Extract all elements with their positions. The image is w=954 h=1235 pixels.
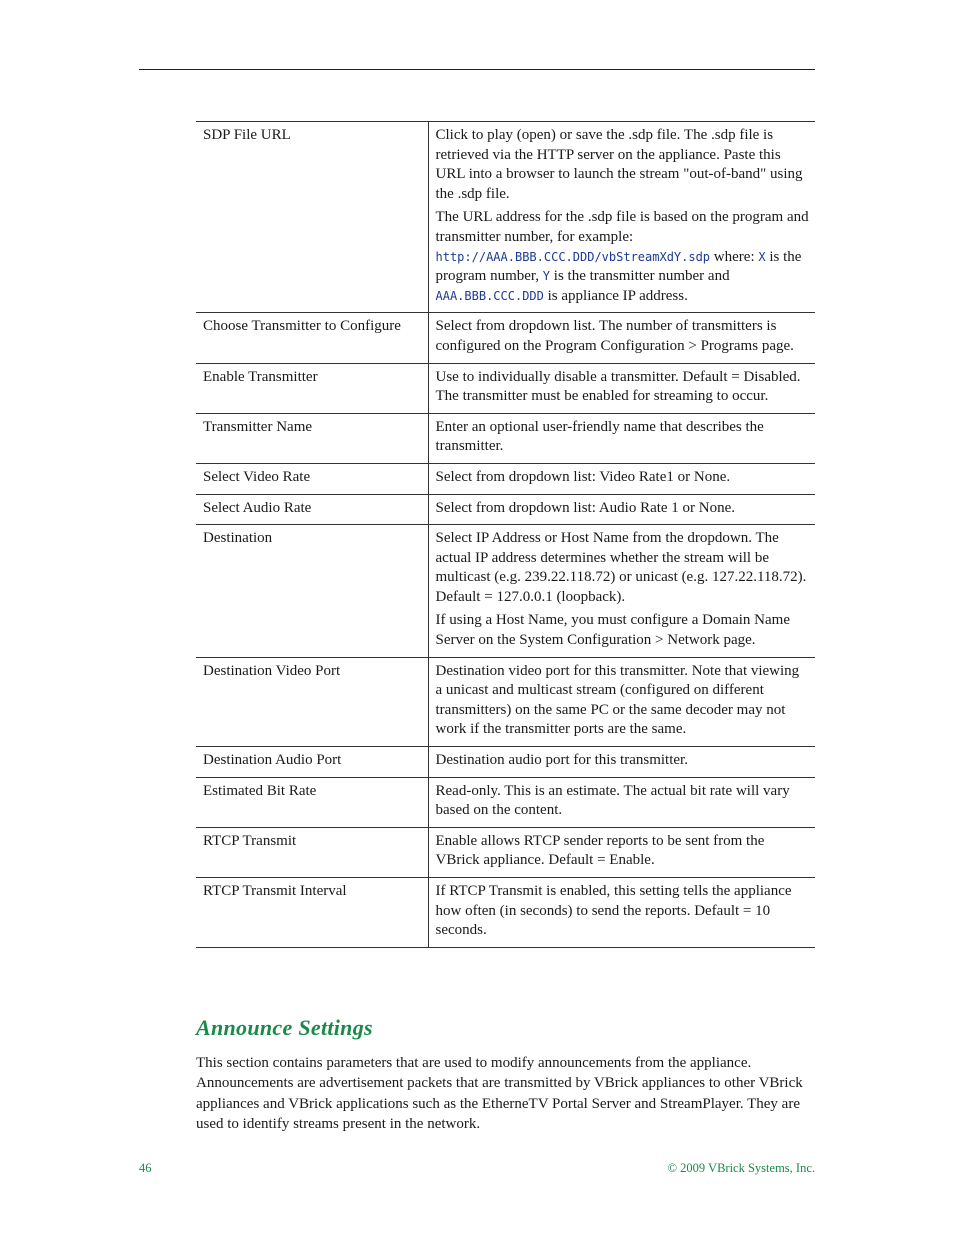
description-paragraph: If using a Host Name, you must configure a Domain Name Server on the System Configuration > Network page. (435, 612, 790, 649)
section-heading: Announce Settings (196, 1015, 373, 1040)
param-description: Use to individually disable a transmitter. Default = Disabled. The transmitter must be enabled for streaming to occur. (428, 363, 815, 413)
param-name: Select Video Rate (196, 463, 428, 494)
param-description (428, 122, 815, 313)
code-y: Y (542, 269, 551, 284)
table-row (196, 657, 815, 746)
param-name: Destination Audio Port (196, 747, 428, 778)
param-description (428, 525, 815, 658)
param-name: Transmitter Name (196, 413, 428, 463)
param-name: Enable Transmitter (196, 363, 428, 413)
section-body-text: This section contains parameters that are used to modify announcements from the appliance. Announcements are advertisement packets that are transmitted by VBrick appliances to other VBrick appliances and VBrick applications such as the EtherneTV Portal Server and StreamPlayer. They are used to identify streams present in the network. (196, 1055, 803, 1133)
param-name: Destination Video Port (196, 657, 428, 746)
table-row (196, 747, 815, 778)
table-row (196, 777, 815, 827)
param-name: Choose Transmitter to Configure (196, 313, 428, 363)
header-rule (139, 69, 815, 70)
table-row (196, 313, 815, 363)
table-row (196, 494, 815, 525)
param-name: SDP File URL (196, 122, 428, 313)
table-row (196, 463, 815, 494)
table-row (196, 363, 815, 413)
param-description: Read-only. This is an estimate. The actual bit rate will vary based on the content. (428, 777, 815, 827)
table-row (196, 525, 815, 658)
param-name: Destination (196, 525, 428, 658)
table-row (196, 827, 815, 877)
param-description: Destination video port for this transmitter. Note that viewing a unicast and multicast stream (configured on different transmitters) on the same PC or the same decoder may not work if the transmitter ports are the same. (428, 657, 815, 746)
description-paragraph: The URL address for the .sdp file is based on the program and transmitter number, for example: http://AAA.BBB.CCC.DDD/vbStreamXdY.sdp where: X is the program number, Y is the transmitter number and AAA.BBB.CCC.DDD is appliance IP address. (435, 209, 809, 304)
page-number: 46 (139, 1161, 152, 1175)
table-row (196, 878, 815, 948)
param-name: RTCP Transmit (196, 827, 428, 877)
param-description: Select from dropdown list: Video Rate1 or None. (428, 463, 815, 494)
code-ip: AAA.BBB.CCC.DDD (435, 288, 544, 303)
table-row (196, 413, 815, 463)
code-x: X (758, 249, 766, 264)
param-name: Select Audio Rate (196, 494, 428, 525)
param-description: Select from dropdown list: Audio Rate 1 or None. (428, 494, 815, 525)
description-paragraph: Click to play (open) or save the .sdp file. The .sdp file is retrieved via the HTTP server on the appliance. Paste this URL into a browser to launch the stream "out-of-band" using the .sdp file. (435, 127, 803, 202)
param-description: Destination audio port for this transmitter. (428, 747, 815, 778)
sdp-url-example: http://AAA.BBB.CCC.DDD/vbStreamXdY.sdp (435, 249, 711, 264)
param-name: RTCP Transmit Interval (196, 878, 428, 948)
parameters-table (196, 121, 815, 948)
param-description: If RTCP Transmit is enabled, this setting tells the appliance how often (in seconds) to send the reports. Default = 10 seconds. (428, 878, 815, 948)
param-description: Select from dropdown list. The number of transmitters is configured on the Program Configuration > Programs page. (428, 313, 815, 363)
param-description: Enter an optional user-friendly name that describes the transmitter. (428, 413, 815, 463)
table-row (196, 122, 815, 313)
param-description: Enable allows RTCP sender reports to be sent from the VBrick appliance. Default = Enable. (428, 827, 815, 877)
copyright-notice: © 2009 VBrick Systems, Inc. (667, 1161, 815, 1175)
description-paragraph: Select IP Address or Host Name from the dropdown. The actual IP address determines whether the stream will be multicast (e.g. 239.22.118.72) or unicast (e.g. 127.22.118.72). Default = 127.0.0.1 (loopback). (435, 530, 807, 605)
param-name: Estimated Bit Rate (196, 777, 428, 827)
